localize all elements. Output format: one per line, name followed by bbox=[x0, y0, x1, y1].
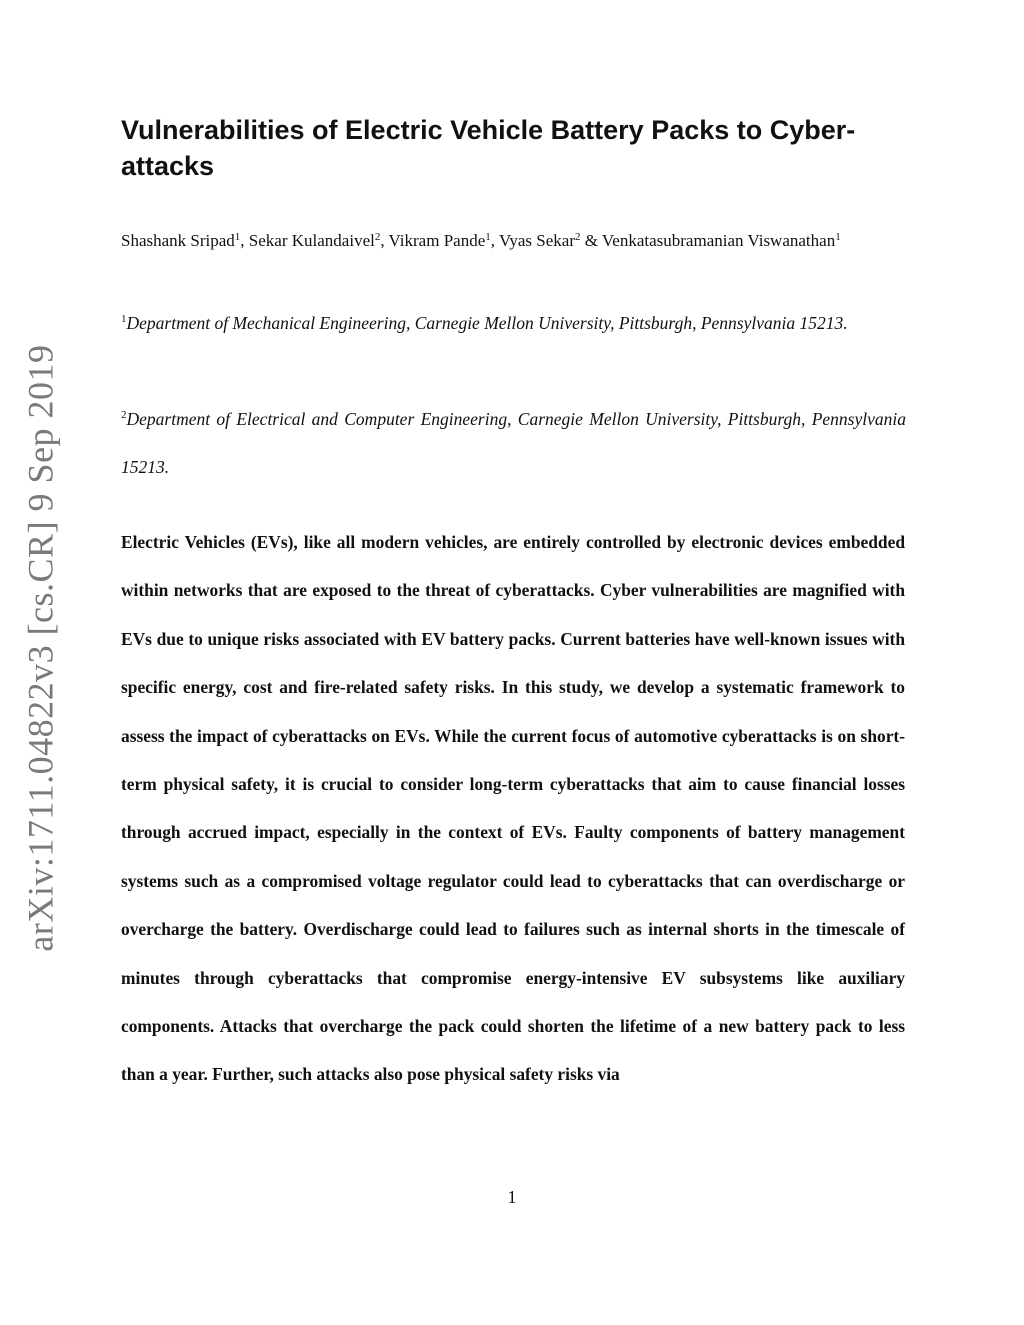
author-affiliation-marker: 2 bbox=[374, 231, 381, 243]
author-name: Sekar Kulandaivel bbox=[248, 231, 375, 250]
author-separator: , bbox=[240, 231, 249, 250]
abstract-text: Electric Vehicles (EVs), like all modern vehicles, are entirely controlled by electronic devices embedded within networks that are exposed to the threat of cyberattacks. Cyber vulnerabilities are magnified with EVs due to unique risks associated with EV battery packs. Current batteries have well-known issues with specific energy, cost and fire-related safety risks. In this study, we develop a systematic framework to assess the impact of cyberattacks on EVs. While the current focus of automotive cyberattacks is on short-term physical safety, it is crucial to consider long-term cyberattacks that aim to cause financial losses through accrued impact, especially in the context of EVs. Faulty components of battery management systems such as a compromised voltage regulator could lead to cyberattacks that can overdischarge or overcharge the battery. Overdischarge could lead to failures such as internal shorts in the timescale of minutes through cyberattacks that compromise energy-intensive EV subsystems like auxiliary components. Attacks that overcharge the pack could shorten the lifetime of a new battery pack to less than a year. Further, such attacks also pose physical safety risks via bbox=[121, 532, 905, 1085]
arxiv-stamp bbox=[20, 343, 62, 952]
affiliation bbox=[121, 395, 906, 491]
author-affiliation-marker: 1 bbox=[835, 231, 841, 243]
author-affiliation-marker: 2 bbox=[574, 231, 581, 243]
affiliation-marker: 2 bbox=[121, 409, 127, 421]
author-separator: , bbox=[490, 231, 499, 250]
author-name: Venkatasubramanian Viswanathan bbox=[601, 231, 836, 250]
affiliation-text: Department of Mechanical Engineering, Carnegie Mellon University, Pittsburgh, Pennsylvania 15213. bbox=[126, 313, 848, 333]
author-affiliation-marker: 1 bbox=[234, 231, 241, 243]
affiliation-marker: 1 bbox=[121, 313, 127, 325]
paper-title: Vulnerabilities of Electric Vehicle Battery Packs to Cyberattacks bbox=[121, 115, 856, 181]
arxiv-stamp-text: arXiv:1711.04822v3 [cs.CR] 9 Sep 2019 bbox=[21, 343, 61, 952]
author-name: Vyas Sekar bbox=[498, 231, 575, 250]
author-separator: & bbox=[580, 231, 602, 250]
author-list bbox=[121, 230, 981, 252]
affiliation bbox=[121, 299, 906, 347]
author-separator: , bbox=[380, 231, 389, 250]
page-number: 1 bbox=[507, 1187, 517, 1207]
author-name: Shashank Sripad bbox=[121, 231, 235, 250]
author-affiliation-marker: 1 bbox=[485, 231, 491, 243]
affiliation-text: Department of Electrical and Computer Engineering, Carnegie Mellon University, Pittsburgh, Pennsylvania 15213. bbox=[121, 409, 906, 477]
author-name: Vikram Pande bbox=[388, 231, 486, 250]
